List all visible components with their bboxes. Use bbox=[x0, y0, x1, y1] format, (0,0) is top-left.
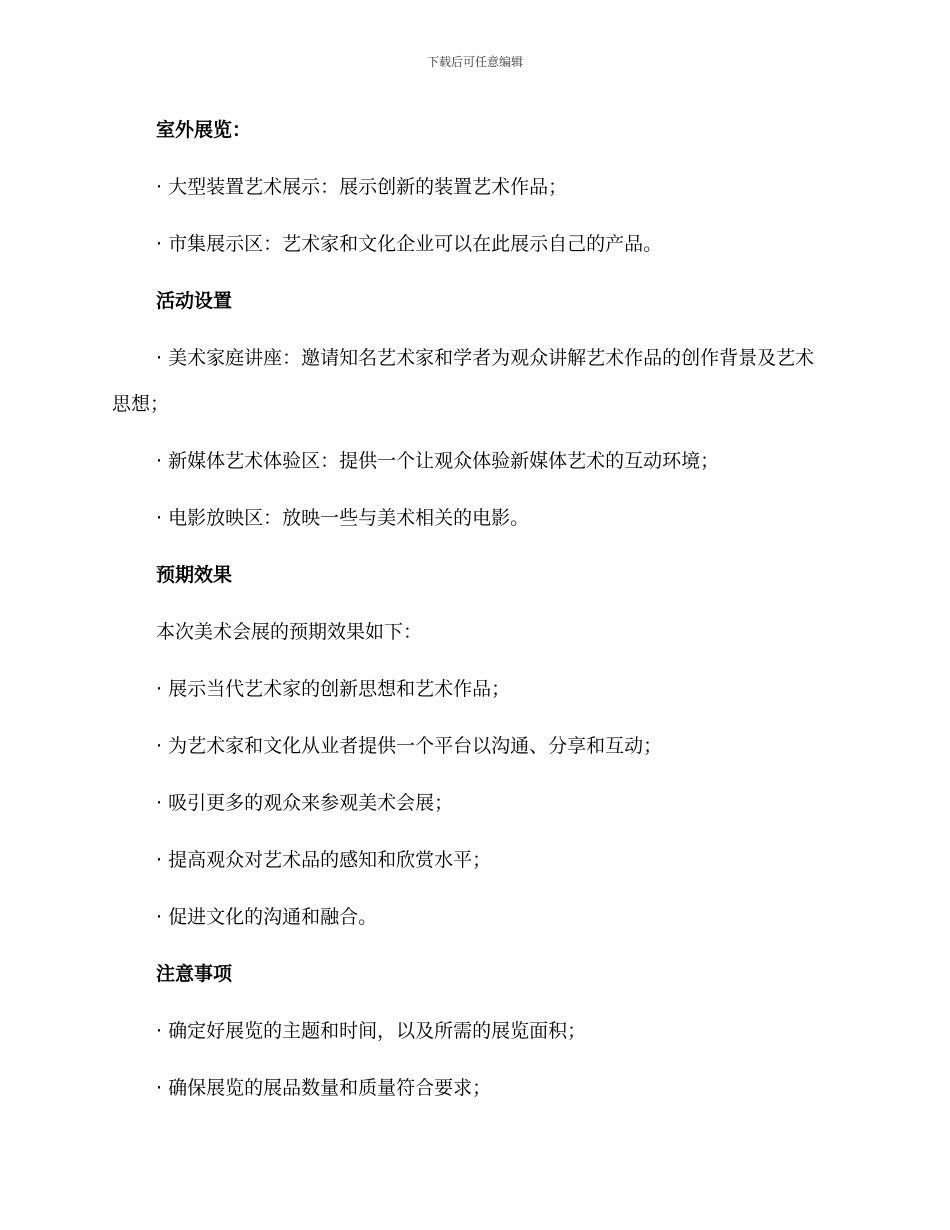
bullet-item: · 大型装置艺术展示：展示创新的装置艺术作品； bbox=[156, 176, 568, 198]
document-body bbox=[112, 112, 824, 1106]
bullet-item: · 提高观众对艺术品的感知和欣赏水平； bbox=[156, 849, 492, 871]
bullet-item: · 电影放映区：放映一些与美术相关的电影。 bbox=[156, 507, 530, 529]
bullet-item: · 美术家庭讲座：邀请知名艺术家和学者为观众讲解艺术作品的创作背景及艺术思想； bbox=[112, 347, 815, 415]
paragraph: 本次美术会展的预期效果如下： bbox=[156, 621, 423, 643]
bullet-item: · 确保展览的展品数量和质量符合要求； bbox=[156, 1077, 492, 1099]
header-note: 下载后可任意编辑 bbox=[426, 55, 523, 69]
bullet-item: · 吸引更多的观众来参观美术会展； bbox=[156, 792, 454, 814]
bullet-item: · 展示当代艺术家的创新思想和艺术作品； bbox=[156, 678, 511, 700]
bullet-item: · 促进文化的沟通和融合。 bbox=[156, 906, 378, 928]
section-heading-activities: 活动设置 bbox=[156, 290, 233, 312]
bullet-item: · 确定好展览的主题和时间，以及所需的展览面积； bbox=[156, 1020, 587, 1042]
section-heading-outdoor-exhibition: 室外展览： bbox=[156, 119, 252, 141]
bullet-item: · 为艺术家和文化从业者提供一个平台以沟通、分享和互动； bbox=[156, 735, 663, 757]
section-heading-expected-results: 预期效果 bbox=[156, 564, 233, 586]
bullet-item: · 新媒体艺术体验区：提供一个让观众体验新媒体艺术的互动环境； bbox=[156, 450, 720, 472]
section-heading-notes: 注意事项 bbox=[156, 963, 233, 985]
bullet-item: · 市集展示区：艺术家和文化企业可以在此展示自己的产品。 bbox=[156, 233, 663, 255]
